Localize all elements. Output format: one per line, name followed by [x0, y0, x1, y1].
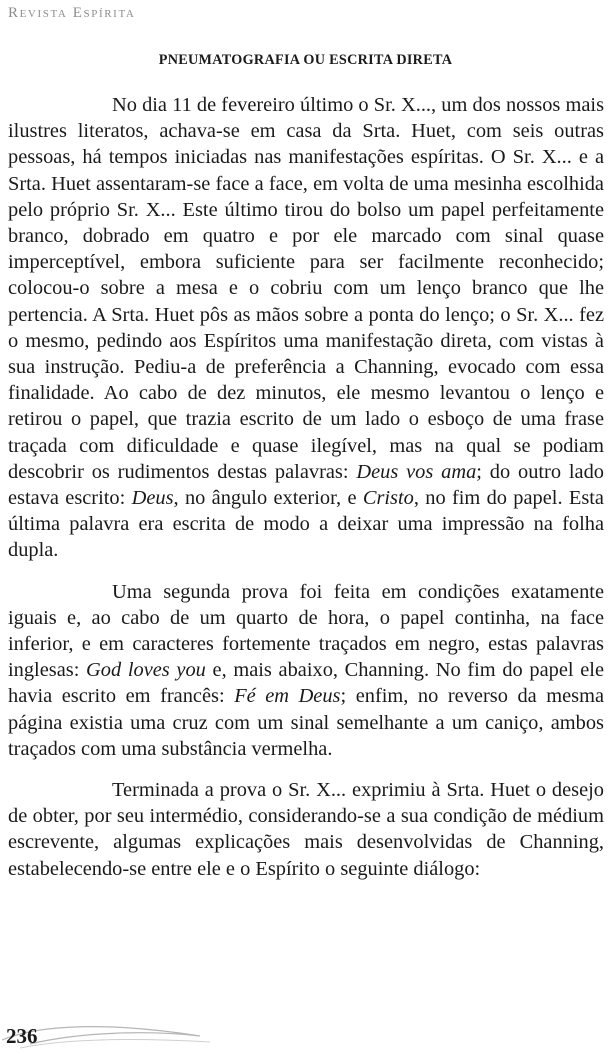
- paragraph-2-text-e: ; enfim, no reverso da mesma página existia uma cruz com um sinal semelhante a um caniço, ambos traçados com uma substância vermelha.: [8, 685, 605, 760]
- paragraph-1-text-e: , no ângulo exterior, e: [173, 487, 363, 510]
- paragraph-1-italic-cristo: Cristo: [362, 487, 414, 510]
- paragraph-2-text-a: Uma segunda prova foi feita em condições exatamente iguais e, ao cabo de um quarto de hora, o papel continha, na face inferior, e em caracteres fortemente traçados em negro, estas palavras inglesas:: [8, 580, 604, 682]
- paragraph-2: [8, 579, 604, 762]
- paragraph-3-text-a: Terminada a prova o Sr. X... exprimiu à Srta. Huet o desejo de obter, por seu intermédio, considerando-se a sua condição de médium escrevente, algumas explicações mais desenvolvidas de Channing, estabelecendo-se entre ele e o Espírito o seguinte diálogo:: [8, 779, 604, 880]
- paragraph-2-italic-god-loves-you: God loves you: [86, 659, 206, 682]
- paragraph-1-text-a: No dia 11 de fevereiro último o Sr. X..., um dos nossos mais ilustres literatos, achava-se em casa da Srta. Huet, com seis outras pessoas, há tempos iniciadas nas manifestações espíritas. O Sr. X... e a Srta. Huet assentaram-se face a face, em volta de uma mesinha escolhida pelo próprio Sr. X... Este último tirou do bolso um papel perfeitamente branco, dobrado em quatro e por ele marcado com sinal quase imperceptível, embora suficiente para ser facilmente reconhecido; colocou-o sobre a mesa e o cobriu com um lenço branco que lhe pertencia. A Srta. Huet pôs as mãos sobre a ponta do lenço; o Sr. X... fez o mesmo, pedindo aos Espíritos uma manifestação direta, com vistas à sua instrução. Pediu-a de preferência a Channing, evocado com essa finalidade. Ao cabo de dez minutos, ele mesmo levantou o lenço e retirou o papel, que trazia escrito de um lado o esboço de uma frase traçada com dificuldade e quase ilegível, mas na qual se podiam descobrir os rudimentos destas palavras:: [8, 94, 604, 483]
- paragraph-1-text-c: ; do outro lado estava escrito:: [8, 460, 604, 510]
- paragraph-1-italic-deus-vos-ama: Deus vos ama: [356, 460, 477, 483]
- article-title: PNEUMATOGRAFIA OU ESCRITA DIRETA: [158, 52, 453, 68]
- article-body: [8, 92, 604, 897]
- paragraph-2-text-c: e, mais abaixo, Channing. No fim do papel ele havia escrito em francês:: [8, 659, 604, 708]
- page-number: 236: [6, 1024, 38, 1048]
- paragraph-1-text-g: , no fim do papel. Esta última palavra era escrita de modo a deixar uma impressão na folha dupla.: [8, 487, 604, 562]
- paragraph-1: [8, 92, 604, 564]
- paragraph-3: [8, 777, 604, 882]
- running-head: Revista Espírita: [8, 5, 136, 21]
- paragraph-2-italic-fe-em-deus: Fé em Deus: [234, 685, 341, 708]
- paragraph-1-italic-deus: Deus: [131, 487, 174, 510]
